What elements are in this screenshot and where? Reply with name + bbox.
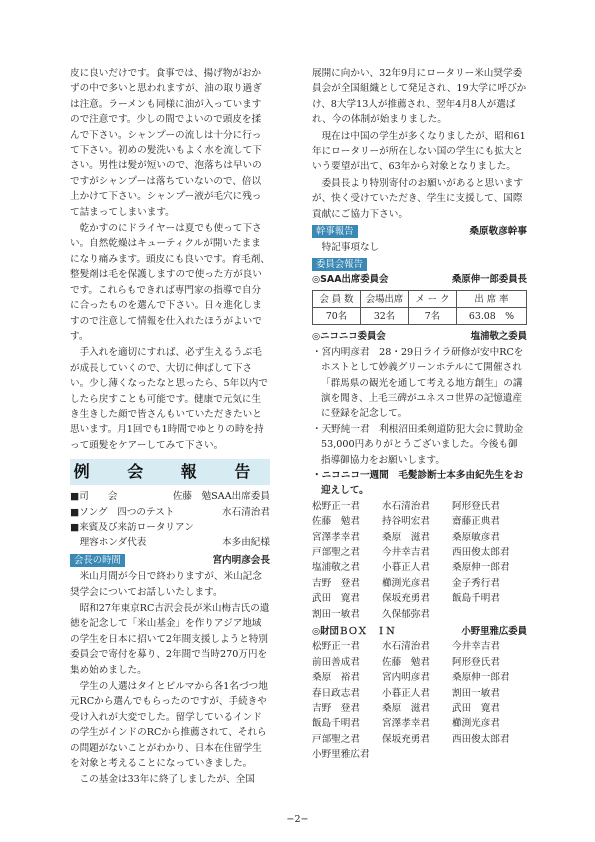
member-name: 阿形登氏君 (452, 500, 500, 512)
member-name: 松野正一君 (312, 641, 360, 653)
right-column (312, 66, 527, 763)
paragraph: 現在は中国の学生が多くなりましたが、昭和61年にロータリーが所在しない国の学生にも拡大という要望が出て、63年から対象となりました。 (312, 130, 526, 173)
kanji-text: 特記事項なし (321, 242, 380, 254)
table-header: 会場出席 (361, 291, 409, 308)
paragraph: 乾かすのにドライヤーは夏でも使って下さい。自然乾燥はキューティクルが開いたままになり痛みます。頭皮にも良いです。育毛剤、整髪剤は毛を保護しますので使った方が良いです。これらもできれば専門家の指導で自分に合ったものを選んで下さい。日々進化しますので注意して情報を仕入れたほうがよいです。 (70, 223, 270, 342)
member-name: 塩浦敬之君 (312, 562, 360, 574)
member-name: 武田 寛君 (452, 703, 500, 715)
table-header: 出 席 率 (456, 291, 526, 308)
member-name: 桑原敏彦君 (452, 531, 500, 543)
member-name: 金子秀行君 (452, 577, 500, 589)
iinkai-header (312, 258, 527, 271)
member-name: 桑原伸一郎君 (452, 672, 510, 684)
member-name: 佐藤 勉君 (382, 656, 430, 668)
member-name: 武田 寛君 (312, 593, 360, 605)
member-name: 小暮正人君 (382, 562, 430, 574)
member-name: 戸部聖之君 (312, 733, 360, 745)
table-cell: 63.08 % (456, 308, 526, 325)
paragraph: 皮に良いだけです。食事では、揚げ物がおかずの中で多いと思われますが、油の取り過ぎは注意。ラーメンも同様に油が入っていますので注意です。少しの間でよいので頭皮を揉んで下さい。シャンプーの流しは十分に行って下さい。初めの髪洗いもよく水を流して下さい。男性は髪が短いので、泡落ちは早いのですがシャンプーは落ちていないので、倍以上かけて下さい。シャンプー液が毛穴に残って詰まってしまいます。 (70, 68, 262, 218)
reikai-heading: 例 会 報 告 (70, 459, 270, 485)
iinkai-tag: 委員会報告 (312, 258, 367, 271)
member-name: 保坂充勇君 (382, 593, 430, 605)
paragraph: 委員長より特別寄付のお願いがあると思いますが、快く受けていただき、学生に支援して、国際貢献にご協力下さい。 (312, 177, 524, 220)
table-cell: 32名 (361, 308, 409, 325)
kanji-header (312, 224, 527, 239)
member-name: 久保郁弥君 (382, 608, 430, 620)
member-name: 宮澤孝幸君 (382, 718, 430, 730)
member-name: 戸部聖之君 (312, 546, 360, 558)
member-name: 齋藤正典君 (452, 516, 500, 528)
paragraph: 手入れを適切にすれば、必ず生えるうぶ毛が成長していくので、大切に伸ばして下さい。少し薄くなったなと思ったら、5年以内でしたら戻すことも可能です。健康で元気に生き生きした顔で皆さんもいていただきたいと思います。月1回でも1時間でゆとりの時を持って頭髪をケアーしてみて下さい。 (70, 347, 268, 451)
member-name: 西田俊太郎君 (452, 546, 510, 558)
member-name: 桑原 裕君 (312, 672, 360, 684)
member-name: 西田俊太郎君 (452, 733, 510, 745)
paragraph: 米山月間が今日で終わりますが、米山記念奨学会についてお話しいたします。 (70, 571, 262, 598)
list-item: ・天野純一君 利根沼田柔剣道防犯大会に賛助金53,000円ありがとうございました。今後も御指導御協力をお願いします。 (312, 423, 524, 466)
member-name: 前田善成君 (312, 656, 360, 668)
member-name: 小暮正人君 (382, 687, 430, 699)
reikai-row: ■ソング 四つのテスト 水石清治君 (70, 506, 270, 518)
saa-header: ◎SAA出席委員会 桑原伸一郎委員長 (312, 273, 527, 285)
member-name: 割田一敏君 (312, 608, 360, 620)
box-names (312, 639, 527, 762)
table-header: メ ー ク (409, 291, 457, 308)
list-item: ・ニコニコ一週間 毛髪診断士本多由紀先生をお迎えして。 (312, 469, 524, 497)
kanji-tag: 幹事報告 (312, 225, 358, 238)
kaicho-tag: 会長の時間 (70, 554, 125, 567)
list-item: ・宮内明彦君 28・29日ライラ研修が安中RCをホストとして妙義グリーンホテルにて開催され「群馬県の観光を通して考える地方創生」の講演を聞き、上毛三碑がユネスコ世界の記憶遺産に登録を記念して。 (312, 346, 524, 420)
niko-header: ◎ニコニコ委員会 塩浦敬之委員 (312, 331, 527, 343)
member-name: 飯島千明君 (452, 593, 500, 605)
member-name: 櫛渕光彦君 (382, 577, 430, 589)
member-name: 飯島千明君 (312, 718, 360, 730)
paragraph: この基金は33年に終了しましたが、全国 (79, 774, 255, 786)
member-name: 割田一敏君 (452, 687, 500, 699)
member-name: 今井幸吉君 (452, 641, 500, 653)
member-name: 桑原伸一郎君 (452, 562, 510, 574)
member-name: 松野正一君 (312, 500, 360, 512)
member-name: 持谷明宏君 (382, 516, 430, 528)
attendance-table (312, 290, 527, 325)
page-number: −2− (286, 814, 309, 825)
kaicho-header (70, 553, 270, 568)
member-name: 保坂充勇君 (382, 733, 430, 745)
paragraph: 学生の人選はタイとビルマから各1名づつ地元RCから選んでもらったのですが、手続きや受け入れが大変でした。留学しているインドの学生がインドのRCから推薦されて、それらの問題がないことがわかり、日本在住留学生を対象と考えることになっていきました。 (70, 681, 268, 770)
reikai-row: 理容ホンダ代表 本多由紀様 (70, 537, 270, 549)
member-name: 阿形登氏君 (452, 656, 500, 668)
table-cell: 70名 (313, 308, 361, 325)
member-name: 吉野 登君 (312, 703, 360, 715)
niko-names (312, 499, 527, 622)
table-cell: 7名 (409, 308, 457, 325)
member-name: 春日政志君 (312, 687, 360, 699)
member-name: 櫛渕光彦君 (452, 718, 500, 730)
table-header: 会 員 数 (313, 291, 361, 308)
member-name: 水石清治君 (382, 641, 430, 653)
box-header: ◎財団ＢＯＸ ＩＮ 小野里雅広委員 (312, 626, 527, 637)
reikai-row: ■司 会 佐藤 勉SAA出席委員 (70, 491, 270, 503)
reikai-row: ■来賓及び来訪ロータリアン (70, 521, 194, 533)
member-name: 宮澤孝幸君 (312, 531, 360, 543)
member-name: 吉野 登君 (312, 577, 360, 589)
paragraph: 展開に向かい、32年9月にロータリー米山奨学委員会が全国組織として発足され、19大学に呼びかけ、8大学13人が推薦され、翌年4月8人が選ばれ、今の体制が始まりました。 (312, 68, 527, 126)
member-name: 今井幸吉君 (382, 546, 430, 558)
paragraph: 昭和27年東京RC古沢会長が米山梅吉氏の遺徳を記念して「米山基金」を作りアジア地域の学生を日本に招いて2年間支援しようと特別委員会で寄付を募り、2年間で当時270万円を集め始めました。 (70, 603, 270, 676)
member-name: 桑原 滋君 (382, 703, 430, 715)
member-name: 桑原 滋君 (382, 531, 430, 543)
kaicho-name: 宮内明彦会長 (212, 554, 270, 566)
member-name: 佐藤 勉君 (312, 516, 360, 528)
left-column (70, 66, 270, 789)
member-name: 小野里雅広君 (312, 749, 370, 761)
member-name: 宮内明彦君 (382, 672, 430, 684)
member-name: 水石清治君 (382, 500, 430, 512)
kanji-name: 桑原敬彦幹事 (469, 226, 527, 238)
